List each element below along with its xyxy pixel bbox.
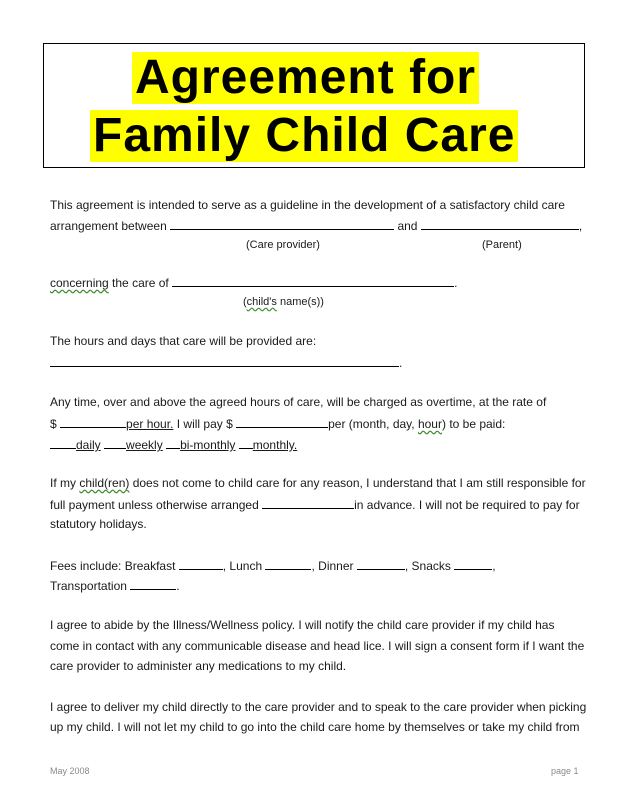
lunch-blank[interactable]	[265, 558, 311, 570]
bimonthly-blank[interactable]	[166, 437, 180, 449]
fees-line-1	[50, 558, 496, 574]
fees-end: .	[176, 579, 180, 593]
snacks-label: , Snacks	[404, 559, 451, 573]
title-line-1: Agreement for	[132, 52, 479, 104]
intro-and-text: and	[397, 219, 418, 233]
intro-end-text: ,	[578, 219, 583, 233]
concerning-end: .	[454, 276, 458, 290]
intro-line-1: This agreement is intended to serve as a guideline in the development of a satisfactory child care	[50, 198, 565, 212]
intro-line-2	[50, 218, 582, 234]
hours-blank-line	[50, 355, 402, 371]
footer-page-number: page 1	[551, 766, 579, 776]
lunch-label: , Lunch	[222, 559, 263, 573]
caption-open-paren: (	[243, 296, 247, 308]
title-line-2: Family Child Care	[90, 110, 518, 162]
overtime-line-2	[50, 416, 505, 432]
overtime-line-1: Any time, over and above the agreed hours of care, will be charged as overtime, at the rate of	[50, 395, 547, 409]
payment-frequency-line	[50, 437, 297, 453]
hours-end: .	[399, 356, 403, 370]
illness-line-3: care provider to administer any medications to my child.	[50, 659, 347, 673]
caption-child-word: child's	[246, 296, 277, 308]
responsibility-rest: does not come to child care for any reason, I understand that I am still responsible for	[129, 476, 586, 490]
fees-label: Fees include:	[50, 559, 122, 573]
monthly-blank[interactable]	[239, 437, 253, 449]
responsibility-line-3: statutory holidays.	[50, 517, 147, 531]
child-name-blank[interactable]	[172, 275, 454, 287]
responsibility-line-2	[50, 497, 580, 513]
if-my-text: If my	[50, 476, 76, 490]
dinner-label: , Dinner	[311, 559, 354, 573]
monthly-option: monthly.	[252, 438, 298, 452]
hourly-rate-blank[interactable]	[60, 416, 126, 428]
illness-line-1: I agree to abide by the Illness/Wellness policy. I will notify the child care provider if my child has	[50, 618, 555, 632]
transportation-label: Transportation	[50, 579, 127, 593]
per-hour-text: per hour.	[126, 417, 174, 431]
in-advance-text: in advance. I will not be required to pay for	[354, 498, 580, 512]
footer-date: May 2008	[50, 766, 90, 776]
responsibility-line-1	[50, 476, 586, 491]
weekly-option: weekly	[126, 438, 163, 452]
hours-blank[interactable]	[50, 355, 399, 367]
to-be-paid-text: ) to be paid:	[441, 417, 506, 431]
title-box	[43, 43, 585, 168]
breakfast-blank[interactable]	[179, 558, 223, 570]
per-period-text: per (month, day,	[328, 417, 415, 431]
weekly-blank[interactable]	[104, 437, 126, 449]
fees-line-2	[50, 578, 180, 594]
bimonthly-option: bi-monthly	[180, 438, 236, 452]
concerning-rest: the care of	[108, 276, 169, 290]
payment-amount-blank[interactable]	[236, 416, 328, 428]
transportation-blank[interactable]	[130, 578, 176, 590]
intro-arrangement-text: arrangement between	[50, 219, 167, 233]
caption-parent: (Parent)	[482, 239, 522, 251]
caption-rest: name(s))	[276, 296, 324, 308]
caption-care-provider: (Care provider)	[246, 239, 320, 251]
dollar-sign: $	[50, 417, 57, 431]
children-word: child(ren)	[79, 476, 130, 490]
concerning-word: concerning	[50, 276, 109, 290]
daily-blank[interactable]	[50, 437, 76, 449]
snacks-comma: ,	[492, 559, 496, 573]
advance-blank[interactable]	[262, 497, 354, 509]
daily-option: daily	[76, 438, 101, 452]
hours-line: The hours and days that care will be provided are:	[50, 334, 317, 348]
full-payment-text: full payment unless otherwise arranged	[50, 498, 259, 512]
breakfast-label: Breakfast	[124, 559, 176, 573]
parent-blank[interactable]	[421, 218, 579, 230]
care-provider-blank[interactable]	[170, 218, 394, 230]
delivery-line-1: I agree to deliver my child directly to the care provider and to speak to the care provider when picking	[50, 700, 587, 714]
snacks-blank[interactable]	[454, 558, 492, 570]
will-pay-text: I will pay $	[176, 417, 233, 431]
dinner-blank[interactable]	[357, 558, 405, 570]
illness-line-2: come in contact with any communicable disease and head lice. I will sign a consent form if I want the	[50, 639, 585, 653]
hour-word: hour	[417, 417, 442, 431]
concerning-line	[50, 275, 457, 291]
delivery-line-2: up my child. I will not let my child to go into the child care home by themselves or take my child from	[50, 720, 580, 734]
caption-child-name	[243, 296, 324, 309]
